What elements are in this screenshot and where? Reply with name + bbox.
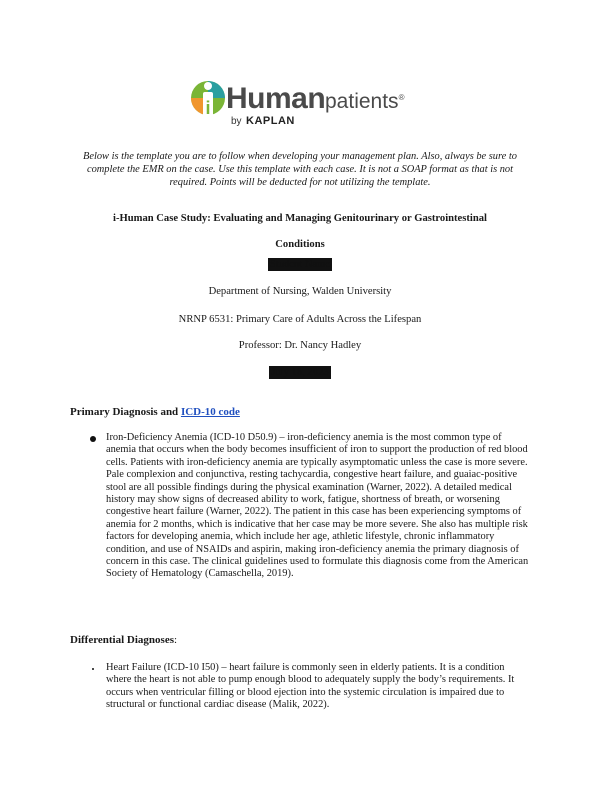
professor: Professor: Dr. Nancy Hadley — [238, 340, 362, 351]
primary-diagnosis-text: Iron-Deficiency Anemia (ICD-10 D50.9) – iron-deficiency anemia is the most common type of anemia that occurs when the body becomes insufficient of iron to support the production of red blood cells. Patients with iron-deficiency anemia are typically asymptomatic unless the case is more severe. Pale complexion and conjunctiva, resting tachycardia, congestive heart failure, and guaiac-positive stool are all possible findings during the physical examination (Warner, 2022). A detailed medical history may show signs of decreased ability to work, fatigue, shortness of breath, or worsening congestive heart failure (Warner, 2022). The patient in this case has been experiencing symptoms of anemia for 2 months, which is indicative that her case may be more severe. She also has multiple risk factors for developing anemia, which include her age, athletic lifestyle, chronic inflammatory condition, and use of NSAIDs and aspirin, making iron-deficiency anemia the primary diagnosis of concern in this case. The clinical guidelines used to formulate this diagnosis come from the American Society of Hematology (Camaschella, 2019). — [106, 432, 529, 580]
ihuman-logo — [188, 78, 428, 134]
differential-heading-colon: : — [173, 634, 178, 646]
logo-by-text: by — [231, 116, 242, 127]
primary-heading-text: Primary Diagnosis and — [70, 406, 181, 418]
date-row — [70, 366, 530, 379]
primary-diagnosis-heading — [70, 406, 240, 418]
differential-diagnosis-bullet — [90, 662, 530, 712]
ihuman-logo-mark — [188, 78, 228, 128]
course: NRNP 6531: Primary Care of Adults Across the Lifespan — [178, 314, 422, 325]
logo-patients-text — [325, 90, 404, 114]
differential-item-text: Heart Failure (ICD-10 I50) – heart failure is commonly seen in elderly patients. It is a condition where the heart is not able to pump enough blood to adequately supply the body’s requirements. It occurs when ventricular filling or blood ejection into the systemic circulation is impaired due to structural or functional cardiac disease (Malik, 2022). — [106, 662, 515, 711]
template-instructions: Below is the template you are to follow when developing your management plan. Also, always be sure to complete the EMR on the case. Use this template with each case. It is not a SOAP format as that is not required. Points will be deducted for not utilizing the template. — [83, 151, 517, 188]
case-study-title-line1: i-Human Case Study: Evaluating and Managing Genitourinary or Gastrointestinal — [113, 213, 487, 224]
logo-human-text: Human — [226, 82, 326, 115]
bullet-point-icon — [92, 668, 94, 670]
student-name-redacted: Student Name — [269, 259, 331, 270]
logo-patients-word: patients — [325, 90, 399, 113]
differential-heading-text: Differential Diagnoses — [70, 634, 174, 646]
logo-i-letter: i — [205, 98, 211, 118]
date-redacted: July 16, 2023 — [271, 367, 329, 378]
department: Department of Nursing, Walden University — [208, 286, 392, 297]
logo-kaplan-text: KAPLAN — [246, 115, 295, 127]
case-study-title — [70, 206, 530, 258]
differential-diagnoses-heading — [70, 634, 177, 646]
student-name-row — [70, 258, 530, 271]
bullet-dot-icon — [90, 436, 96, 442]
icd10-code-link[interactable]: ICD-10 code — [180, 406, 240, 418]
logo-registered-mark: ® — [398, 93, 405, 102]
case-study-title-line2: Conditions — [275, 239, 325, 250]
primary-diagnosis-bullet — [90, 432, 530, 581]
